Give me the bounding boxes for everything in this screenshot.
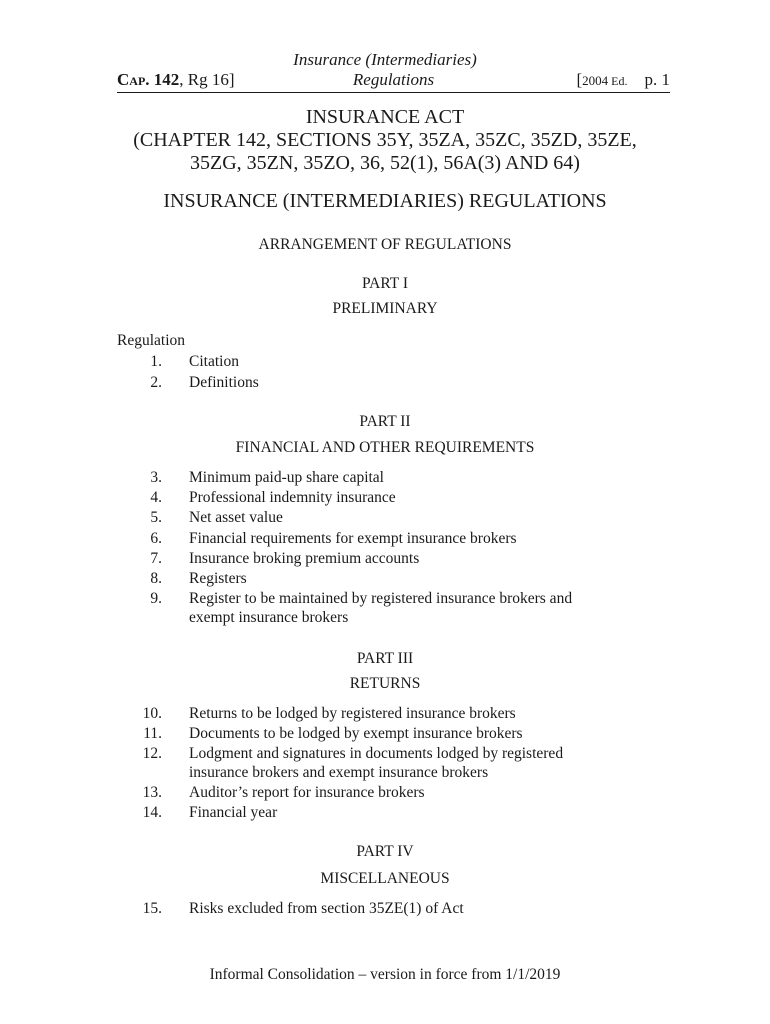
entry-number: 4. [150,489,162,506]
edition-year: 2004 [582,73,609,88]
entry-number: 12. [142,745,162,762]
entry-text: Financial requirements for exempt insurance brokers [189,530,517,547]
entry-number: 8. [150,570,162,587]
entry-number: 11. [143,725,162,742]
regulations-title: INSURANCE (INTERMEDIARIES) REGULATIONS [163,190,607,212]
regulation-column-label: Regulation [117,332,186,349]
entry-text: Citation [189,353,239,370]
part-label: PART III [356,650,414,667]
entry-text-line-1: Lodgment and signatures in documents lodged by registered [189,745,564,762]
part-name: RETURNS [349,675,421,692]
entry-text-line-2: insurance brokers and exempt insurance brokers [189,764,489,781]
act-title: INSURANCE ACT [305,106,465,128]
entry-number: 7. [150,550,162,567]
header-regulations: Regulations [352,70,435,89]
act-sections-line-1: (CHAPTER 142, SECTIONS 35Y, 35ZA, 35ZC, 35ZD, 35ZE, [133,129,637,151]
act-sections-line-2: 35ZG, 35ZN, 35ZO, 36, 52(1), 56A(3) AND 64) [190,152,580,174]
part-name: MISCELLANEOUS [320,870,450,887]
footer-consolidation-note: Informal Consolidation – version in force from 1/1/2019 [209,966,561,983]
part-name: PRELIMINARY [332,300,438,317]
entry-text: Financial year [189,804,278,821]
cap-number: 142 [153,70,180,89]
edition-page [576,70,670,90]
entry-text: Returns to be lodged by registered insurance brokers [189,705,516,722]
entry-number: 2. [150,374,162,391]
entry-text: Documents to be lodged by exempt insurance brokers [189,725,523,742]
entry-text: Risks excluded from section 35ZE(1) of Act [189,900,464,917]
entry-text: Auditor’s report for insurance brokers [189,784,425,801]
entry-number: 3. [150,469,162,486]
page-number: p. 1 [644,70,670,89]
edition-word: Ed. [608,74,628,88]
header-title: Insurance (Intermediaries) [293,50,477,69]
entry-text: Insurance broking premium accounts [189,550,420,567]
cap-label: Cap. [117,70,150,89]
entry-text: Registers [189,570,247,587]
entry-text: Minimum paid-up share capital [189,469,384,486]
entry-text-line-2: exempt insurance brokers [189,609,349,626]
entry-number: 10. [142,705,162,722]
running-header [117,70,670,93]
entry-text: Net asset value [189,509,283,526]
entry-number: 14. [142,804,162,821]
entry-text-line-1: Register to be maintained by registered insurance brokers and [189,590,573,607]
entry-number: 15. [142,900,162,917]
entry-number: 1. [150,353,162,370]
part-name: FINANCIAL AND OTHER REQUIREMENTS [235,439,535,456]
rg-label: , Rg 16] [179,70,235,89]
entry-text: Professional indemnity insurance [189,489,396,506]
entry-number: 5. [150,509,162,526]
part-label: PART IV [356,843,414,860]
arrangement-title: ARRANGEMENT OF REGULATIONS [258,236,512,253]
entry-number: 13. [142,784,162,801]
part-label: PART I [361,275,409,292]
entry-text: Definitions [189,374,259,391]
edition-bracket: [ [576,70,583,89]
part-label: PART II [359,413,411,430]
entry-number: 6. [150,530,162,547]
entry-number: 9. [150,590,162,607]
